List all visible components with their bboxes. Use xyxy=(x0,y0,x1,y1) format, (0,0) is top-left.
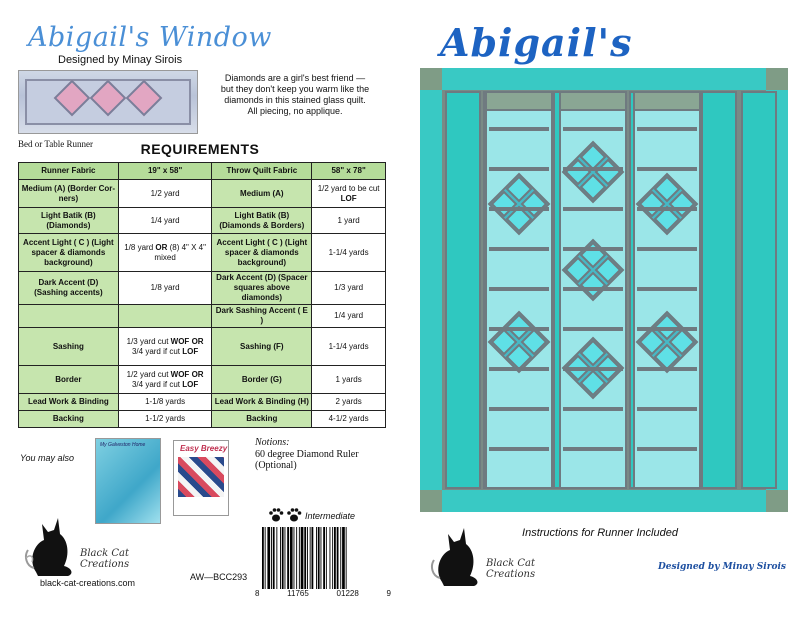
barcode-bar xyxy=(342,527,345,589)
runner-amount-cell: 1/2 yard xyxy=(118,180,212,208)
logo-name: Black Cat Creations xyxy=(486,558,536,580)
throw-fabric-cell: Sashing (F) xyxy=(212,328,312,366)
runner-amount-cell: 1/8 yard OR (8) 4" X 4" mixed xyxy=(118,234,212,272)
lead-line xyxy=(564,208,622,210)
lead-line xyxy=(564,408,622,410)
lead-line xyxy=(564,168,622,170)
barcode-bar xyxy=(307,527,308,589)
throw-fabric-cell: Backing xyxy=(212,411,312,428)
throw-fabric-cell: Dark Accent (D) (Spacer squares above diamonds) xyxy=(212,272,312,305)
you-may-also-label: You may also xyxy=(20,453,75,463)
barcode-bar xyxy=(337,527,339,589)
barcode-bar xyxy=(282,527,284,589)
lead-line xyxy=(638,208,696,210)
throw-amount-cell: 4-1/2 yards xyxy=(312,411,386,428)
blurb: Diamonds are a girl's best friend — but they don't keep you warm like the diamonds in this stained glass quilt. All piecing, no applique. xyxy=(220,73,370,116)
barcode-bar xyxy=(346,527,347,589)
corner-block xyxy=(766,68,788,90)
throw-fabric-cell: Medium (A) xyxy=(212,180,312,208)
table-header: Runner Fabric xyxy=(19,163,119,180)
runner-fabric-cell: Medium (A) (Border Cor-ners) xyxy=(19,180,119,208)
runner-fabric-cell: Accent Light ( C ) (Light spacer & diamonds background) xyxy=(19,234,119,272)
throw-amount-cell: 1 yards xyxy=(312,366,386,394)
runner-fabric-cell xyxy=(19,305,119,328)
table-header: 58" x 78" xyxy=(312,163,386,180)
spacer-square xyxy=(486,92,552,110)
sashing-strip xyxy=(446,92,480,488)
table-header: Throw Quilt Fabric xyxy=(212,163,312,180)
barcode-bar xyxy=(273,527,275,589)
throw-fabric-cell: Dark Sashing Accent ( E ) xyxy=(212,305,312,328)
throw-fabric-cell: Light Batik (B) (Diamonds & Borders) xyxy=(212,208,312,234)
runner-amount-cell xyxy=(118,305,212,328)
cat-icon xyxy=(430,520,490,590)
runner-photo xyxy=(18,70,198,134)
cat-icon xyxy=(24,510,84,580)
lead-line xyxy=(564,248,622,250)
cover-title: Abigail's xyxy=(440,20,633,65)
related-pattern-2[interactable] xyxy=(173,440,229,516)
barcode-bar xyxy=(265,527,266,589)
throw-amount-cell: 1-1/4 yards xyxy=(312,328,386,366)
runner-fabric-cell: Border xyxy=(19,366,119,394)
table-row xyxy=(19,180,386,208)
throw-amount-cell: 1/4 yard xyxy=(312,305,386,328)
barcode-bar xyxy=(326,527,327,589)
quilt-photo xyxy=(420,68,788,512)
related-pattern-1-title: My Galveston Home xyxy=(100,442,146,448)
barcode-bar xyxy=(321,527,322,589)
runner-caption: Bed or Table Runner xyxy=(18,139,93,149)
lead-line xyxy=(490,128,548,130)
lead-line xyxy=(638,408,696,410)
table-header-row xyxy=(19,163,386,180)
notions-text: 60 degree Diamond Ruler (Optional) xyxy=(255,449,359,471)
requirements-title: REQUIREMENTS xyxy=(140,141,260,157)
table-row xyxy=(19,234,386,272)
requirements-table xyxy=(18,162,386,428)
logo-name: Black Cat Creations xyxy=(80,548,130,570)
runner-fabric-cell: Dark Accent (D) (Sashing accents) xyxy=(19,272,119,305)
throw-amount-cell: 1/3 yard xyxy=(312,272,386,305)
spacer-square xyxy=(634,92,700,110)
lead-line xyxy=(638,168,696,170)
notions-heading: Notions: xyxy=(255,437,290,448)
barcode-bar xyxy=(262,527,264,589)
runner-amount-cell: 1-1/8 yards xyxy=(118,394,212,411)
runner-fabric-cell: Backing xyxy=(19,411,119,428)
barcode-bar xyxy=(334,527,336,589)
barcode-bar xyxy=(301,527,304,589)
instructions-note: Instructions for Runner Included xyxy=(522,527,678,539)
table-row xyxy=(19,272,386,305)
barcode-bar xyxy=(280,527,281,589)
barcode-bar xyxy=(285,527,286,589)
throw-amount-cell: 1-1/4 yards xyxy=(312,234,386,272)
runner-amount-cell: 1/8 yard xyxy=(118,272,212,305)
lead-line xyxy=(564,288,622,290)
barcode-bar xyxy=(304,527,306,589)
lead-line xyxy=(490,408,548,410)
brand-title: Abigail's Window xyxy=(28,22,272,53)
designer-line: Designed by Minay Sirois xyxy=(58,54,183,66)
spacer-square xyxy=(560,92,626,110)
lead-line xyxy=(638,288,696,290)
black-cat-logo xyxy=(430,520,570,600)
throw-fabric-cell: Lead Work & Binding (H) xyxy=(212,394,312,411)
lead-line xyxy=(490,168,548,170)
runner-amount-cell: 1-1/2 yards xyxy=(118,411,212,428)
corner-block xyxy=(766,490,788,512)
barcode-bar xyxy=(310,527,311,589)
barcode-bar xyxy=(316,527,317,589)
related-pattern-2-title: Easy Breezy xyxy=(180,444,228,453)
barcode-bar xyxy=(330,527,331,589)
barcode-bar xyxy=(290,527,293,589)
barcode-bar xyxy=(294,527,295,589)
lead-line xyxy=(490,448,548,450)
runner-fabric-cell: Sashing xyxy=(19,328,119,366)
barcode-bar xyxy=(332,527,333,589)
barcode-bar xyxy=(312,527,314,589)
barcode-bar xyxy=(296,527,297,589)
lead-line xyxy=(564,128,622,130)
runner-fabric-cell: Light Batik (B) (Diamonds) xyxy=(19,208,119,234)
corner-block xyxy=(420,490,442,512)
sku: AW—BCC293 xyxy=(190,572,248,582)
sashing-strip xyxy=(742,92,776,488)
lead-line xyxy=(638,248,696,250)
lead-line xyxy=(638,128,696,130)
throw-fabric-cell: Border (G) xyxy=(212,366,312,394)
runner-amount-cell: 1/3 yard cut WOF OR 3/4 yard if cut LOF xyxy=(118,328,212,366)
throw-amount-cell: 1 yard xyxy=(312,208,386,234)
barcode-bar xyxy=(323,527,325,589)
lead-line xyxy=(490,248,548,250)
lead-line xyxy=(490,288,548,290)
table-row xyxy=(19,366,386,394)
barcode-bar xyxy=(287,527,289,589)
barcode-bar xyxy=(276,527,277,589)
corner-block xyxy=(420,68,442,90)
lead-line xyxy=(490,328,548,330)
designed-by: Designed by Minay Sirois xyxy=(658,562,786,572)
table-row xyxy=(19,411,386,428)
lead-line xyxy=(564,368,622,370)
lead-line xyxy=(638,448,696,450)
lead-line xyxy=(638,328,696,330)
table-header: 19" x 58" xyxy=(118,163,212,180)
runner-amount-cell: 1/4 yard xyxy=(118,208,212,234)
runner-fabric-cell: Lead Work & Binding xyxy=(19,394,119,411)
table-row xyxy=(19,208,386,234)
throw-fabric-cell: Accent Light ( C ) (Light spacer & diamonds background) xyxy=(212,234,312,272)
lead-line xyxy=(490,368,548,370)
barcode-bar xyxy=(271,527,272,589)
paw-print-icon xyxy=(268,507,302,526)
runner-amount-cell: 1/2 yard cut WOF OR 3/4 yard if cut LOF xyxy=(118,366,212,394)
throw-amount-cell: 2 yards xyxy=(312,394,386,411)
lead-line xyxy=(490,208,548,210)
lead-line xyxy=(564,328,622,330)
barcode-bar xyxy=(267,527,270,589)
table-row xyxy=(19,394,386,411)
barcode-bar xyxy=(299,527,300,589)
table-row xyxy=(19,305,386,328)
barcode-bar xyxy=(340,527,341,589)
barcode-bar xyxy=(318,527,320,589)
lead-line xyxy=(564,448,622,450)
throw-amount-cell: 1/2 yard to be cut LOF xyxy=(312,180,386,208)
table-row xyxy=(19,328,386,366)
lead-line xyxy=(638,368,696,370)
website[interactable]: black-cat-creations.com xyxy=(40,578,136,588)
skill-level: Intermediate xyxy=(305,511,356,521)
front-cover xyxy=(400,0,800,618)
barcode-digits: 8 11765 01228 9 xyxy=(255,589,391,598)
barcode xyxy=(258,527,388,589)
sashing-strip xyxy=(702,92,736,488)
